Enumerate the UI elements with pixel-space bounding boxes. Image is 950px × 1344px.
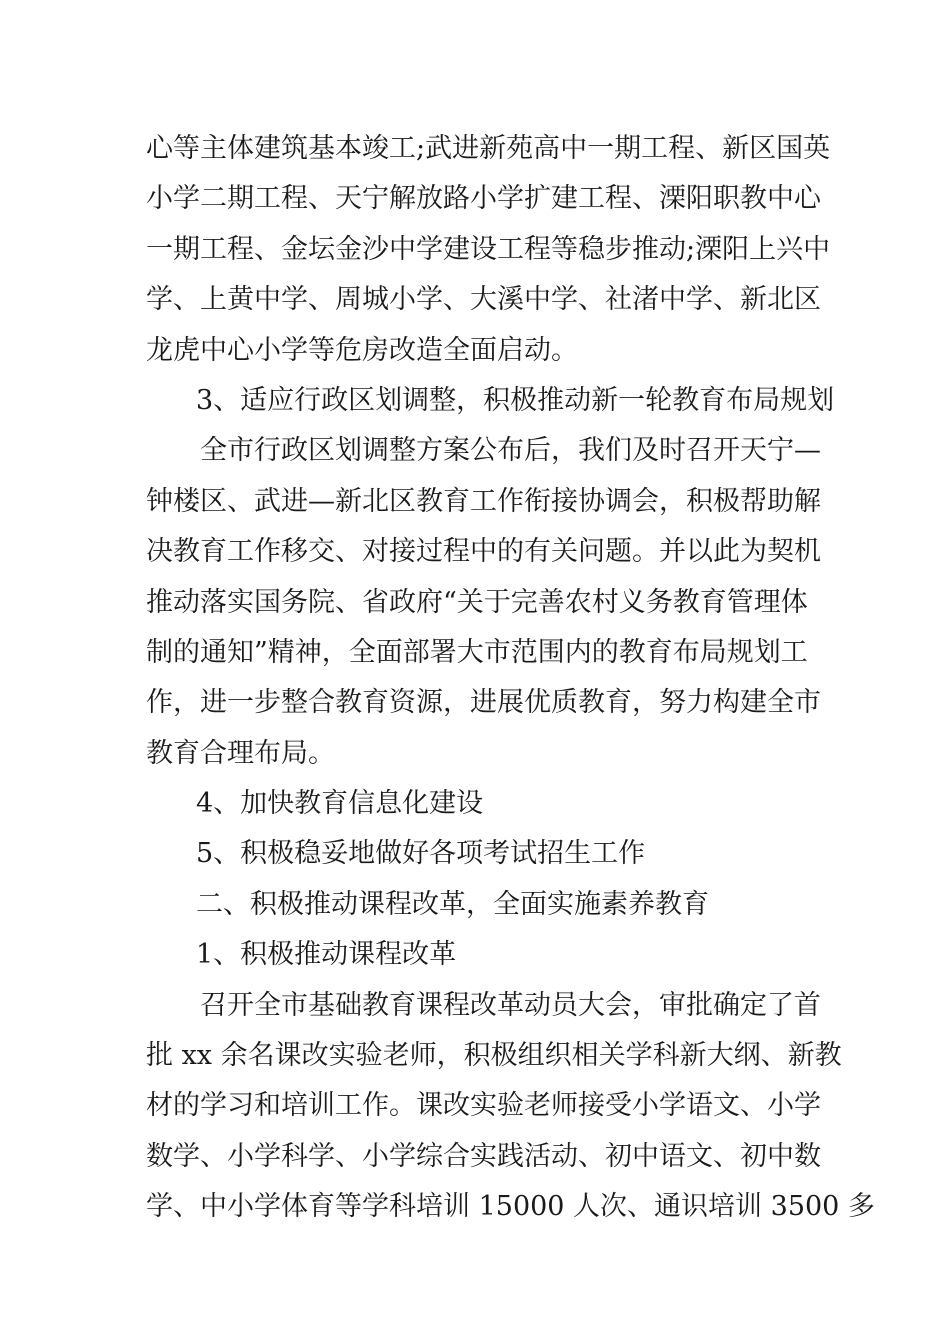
section-heading: 4、加快教育信息化建设 bbox=[196, 788, 484, 820]
text-line: 批 xx 余名课改实验老师，积极组织相关学科新大纲、新教 bbox=[146, 1040, 842, 1072]
document-body bbox=[146, 124, 875, 1233]
text-line: 推动落实国务院、省政府“关于完善农村义务教育管理体 bbox=[146, 586, 808, 618]
chapter-heading: 二、积极推动课程改革，全面实施素养教育 bbox=[196, 888, 709, 920]
text-line: 龙虎中心小学等危房改造全面启动。 bbox=[146, 334, 578, 366]
text-line: 全市行政区划调整方案公布后，我们及时召开天宁— bbox=[200, 435, 821, 467]
text-line: 作，进一步整合教育资源，进展优质教育，努力构建全市 bbox=[146, 687, 821, 719]
text-line: 教育合理布局。 bbox=[146, 737, 335, 769]
section-heading: 5、积极稳妥地做好各项考试招生工作 bbox=[196, 838, 646, 870]
text-line: 决教育工作移交、对接过程中的有关问题。并以此为契机 bbox=[146, 536, 821, 568]
section-heading: 1、积极推动课程改革 bbox=[196, 939, 457, 971]
text-line: 数学、小学科学、小学综合实践活动、初中语文、初中数 bbox=[146, 1140, 821, 1172]
text-line: 学、中小学体育等学科培训 15000 人次、通识培训 3500 多 bbox=[146, 1191, 875, 1223]
text-line: 一期工程、金坛金沙中学建设工程等稳步推动;溧阳上兴中 bbox=[146, 233, 831, 265]
text-line: 制的通知”精神，全面部署大市范围内的教育布局规划工 bbox=[146, 636, 808, 668]
text-line: 学、上黄中学、周城小学、大溪中学、社渚中学、新北区 bbox=[146, 284, 821, 316]
text-line: 材的学习和培训工作。课改实验老师接受小学语文、小学 bbox=[146, 1090, 821, 1122]
text-line: 小学二期工程、天宁解放路小学扩建工程、溧阳职教中心 bbox=[146, 183, 821, 215]
text-line: 心等主体建筑基本竣工;武进新苑高中一期工程、新区国英 bbox=[146, 133, 831, 164]
text-line: 钟楼区、武进—新北区教育工作衔接协调会，积极帮助解 bbox=[146, 485, 821, 517]
text-line: 召开全市基础教育课程改革动员大会，审批确定了首 bbox=[200, 989, 821, 1021]
section-heading: 3、适应行政区划调整，积极推动新一轮教育布局规划 bbox=[196, 384, 835, 416]
